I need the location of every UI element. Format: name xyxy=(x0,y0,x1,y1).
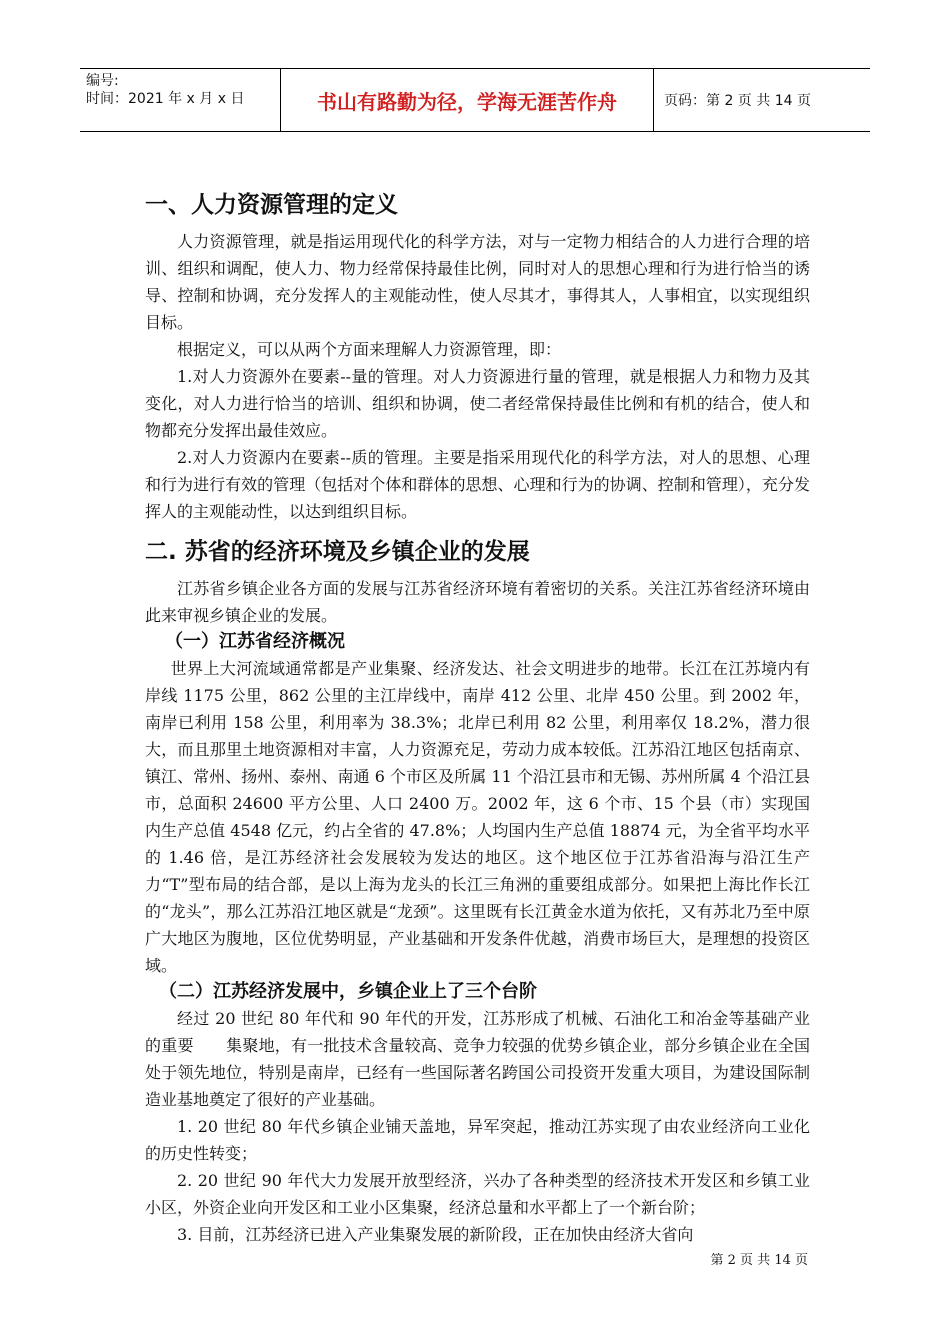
paragraph: 1. 20 世纪 80 年代乡镇企业铺天盖地，异军突起，推动江苏实现了由农业经济向工业化的历史性转变； xyxy=(145,1117,810,1163)
document-body xyxy=(145,190,810,1248)
header-meta-cell xyxy=(80,69,281,131)
section-1-title: 一、人力资源管理的定义 xyxy=(145,192,398,218)
page-label: 页码：第 2 页 共 14 页 xyxy=(664,93,811,109)
code-label: 编号: xyxy=(86,73,119,89)
paragraph: 人力资源管理，就是指运用现代化的科学方法，对与一定物力相结合的人力进行合理的培训、组织和调配，使人力、物力经常保持最佳比例，同时对人的思想心理和行为进行恰当的诱导、控制和协调，充分发挥人的主观能动性，使人尽其才，事得其人，人事相宜，以实现组织目标。 xyxy=(145,232,810,332)
motto-cell xyxy=(281,69,654,131)
paragraph: 3. 目前，江苏经济已进入产业集聚发展的新阶段，正在加快由经济大省向 xyxy=(177,1225,694,1244)
subsection-title: （一）江苏省经济概况 xyxy=(165,631,345,652)
paragraph: 1.对人力资源外在要素--量的管理。对人力资源进行量的管理，就是根据人力和物力及其变化，对人力进行恰当的培训、组织和协调，使二者经常保持最佳比例和有机的结合，使人和物都充分发挥出最佳效应。 xyxy=(145,367,810,440)
page-number-cell xyxy=(654,69,870,131)
page-footer xyxy=(711,1249,808,1268)
paragraph: 经过 20 世纪 80 年代和 90 年代的开发，江苏形成了机械、石油化工和冶金等基础产业的重要 集聚地，有一批技术含量较高、竞争力较强的优势乡镇企业，部分乡镇企业在全国处于领先地位，特别是南岸，已经有一些国际著名跨国公司投资开发重大项目，为建设国际制造业基地奠定了很好的产业基础。 xyxy=(145,1009,810,1109)
section-2-title: 二. 苏省的经济环境及乡镇企业的发展 xyxy=(145,539,530,565)
motto-text: 书山有路勤为径，学海无涯苦作舟 xyxy=(317,89,617,114)
document-header xyxy=(80,68,870,132)
time-label: 时间：2021 年 x 月 x 日 xyxy=(86,91,245,107)
paragraph: 江苏省乡镇企业各方面的发展与江苏省经济环境有着密切的关系。关注江苏省经济环境由此来审视乡镇企业的发展。 xyxy=(145,579,810,625)
paragraph: 2. 20 世纪 90 年代大力发展开放型经济，兴办了各种类型的经济技术开发区和乡镇工业小区，外资企业向开发区和工业小区集聚，经济总量和水平都上了一个新台阶； xyxy=(145,1171,810,1217)
subsection-title: （二）江苏经济发展中，乡镇企业上了三个台阶 xyxy=(159,981,537,1002)
paragraph: 2.对人力资源内在要素--质的管理。主要是指采用现代化的科学方法，对人的思想、心理和行为进行有效的管理（包括对个体和群体的思想、心理和行为的协调、控制和管理），充分发挥人的主观能动性，以达到组织目标。 xyxy=(145,448,810,521)
paragraph: 世界上大河流域通常都是产业集聚、经济发达、社会文明进步的地带。长江在江苏境内有岸线 1175 公里，862 公里的主江岸线中，南岸 412 公里、北岸 450 公里。到 2002 年，南岸已利用 158 公里，利用率为 38.3%；北岸已利用 82 公里，利用率仅 18.2%，潜力很大，而且那里土地资源相对丰富，人力资源充足，劳动力成本较低。江苏沿江地区包括南京、镇江、常州、扬州、泰州、南通 6 个市区及所属 11 个沿江县市和无锡、苏州所属 4 个沿江县市，总面积 24600 平方公里、人口 2400 万。2002 年，这 6 个市、15 个县（市）实现国内生产总值 4548 亿元，约占全省的 47.8%；人均国内生产总值 18874 元，为全省平均水平的 1.46 倍，是江苏经济社会发展较为发达的地区。这个地区位于江苏省沿海与沿江生产力“T”型布局的结合部，是以上海为龙头的长江三角洲的重要组成部分。如果把上海比作长江的“龙头”，那么江苏沿江地区就是“龙颈”。这里既有长江黄金水道为依托，又有苏北乃至中原广大地区为腹地，区位优势明显，产业基础和开发条件优越，消费市场巨大，是理想的投资区域。 xyxy=(145,659,810,975)
footer-page-number: 第 2 页 共 14 页 xyxy=(710,1253,808,1268)
paragraph: 根据定义，可以从两个方面来理解人力资源管理，即： xyxy=(177,340,562,359)
